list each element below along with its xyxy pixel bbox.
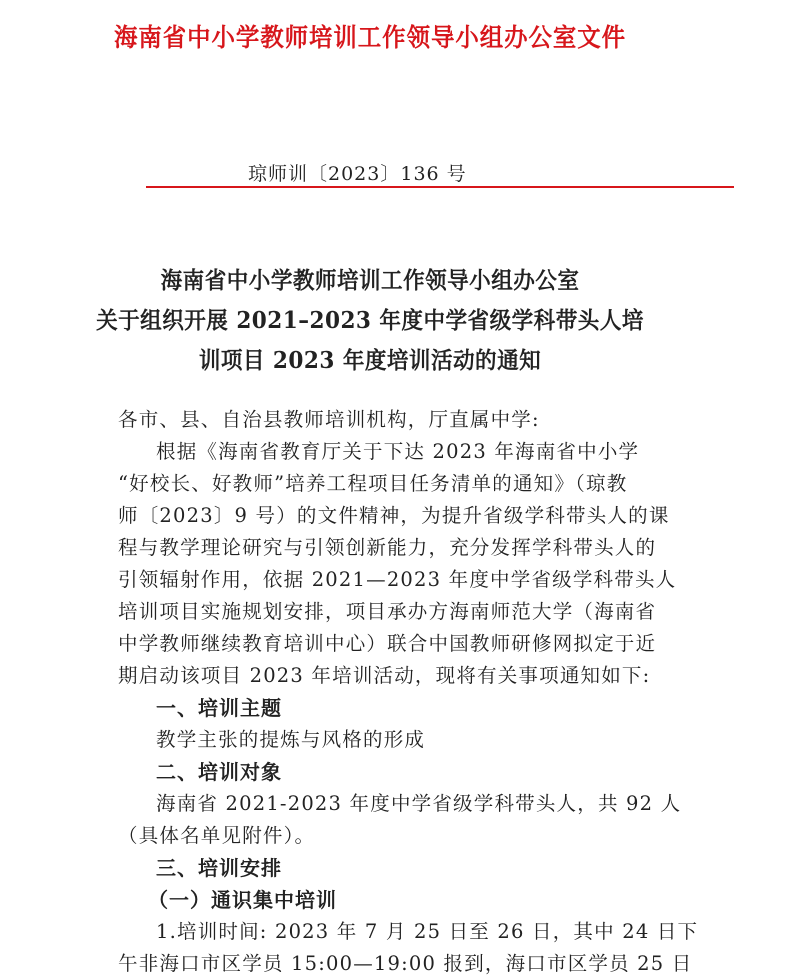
section-text: （具体名单见附件）。: [118, 824, 316, 847]
subsection-heading: （一）通识集中培训: [148, 888, 337, 912]
document-header-title: 海南省中小学教师培训工作领导小组办公室文件: [113, 23, 627, 52]
section-text: 1.培训时间: 2023 年 7 月 25 日至 26 日，其中 24 日下: [156, 920, 699, 943]
intro-line: 程与教学理论研究与引领创新能力，充分发挥学科带头人的: [118, 536, 657, 559]
document-number: 琼师训〔2023〕136 号: [248, 163, 467, 185]
section-heading-topic: 一、培训主题: [156, 696, 282, 720]
salutation: 各市、县、自治县教师培训机构，厅直属中学:: [118, 408, 540, 431]
section-text: 教学主张的提炼与风格的形成: [156, 728, 426, 751]
section-heading-arrangement: 三、培训安排: [156, 856, 282, 880]
intro-line: “好校长、好教师”培养工程项目任务清单的通知》（琼教: [118, 472, 628, 495]
intro-line: 期启动该项目 2023 年培训活动，现将有关事项通知如下:: [118, 664, 651, 687]
red-divider-line: [146, 186, 734, 188]
intro-line: 培训项目实施规划安排，项目承办方海南师范大学（海南省: [118, 600, 657, 623]
section-text: 午非海口市区学员 15:00—19:00 报到，海口市区学员 25 日: [118, 952, 693, 975]
intro-line: 中学教师继续教育培训中心）联合中国教师研修网拟定于近: [118, 632, 657, 655]
notice-title-line-3: 训项目 2023 年度培训活动的通知: [198, 347, 542, 374]
section-text: 海南省 2021-2023 年度中学省级学科带头人，共 92 人: [156, 792, 682, 815]
notice-title-line-1: 海南省中小学教师培训工作领导小组办公室: [160, 267, 580, 294]
intro-line: 师〔2023〕9 号）的文件精神，为提升省级学科带头人的课: [118, 504, 670, 527]
section-heading-audience: 二、培训对象: [156, 760, 282, 784]
intro-line: 引领辐射作用，依据 2021—2023 年度中学省级学科带头人: [118, 568, 677, 591]
notice-title-line-2: 关于组织开展 2021–2023 年度中学省级学科带头人培: [96, 307, 644, 334]
intro-line: 根据《海南省教育厅关于下达 2023 年海南省中小学: [156, 440, 640, 463]
